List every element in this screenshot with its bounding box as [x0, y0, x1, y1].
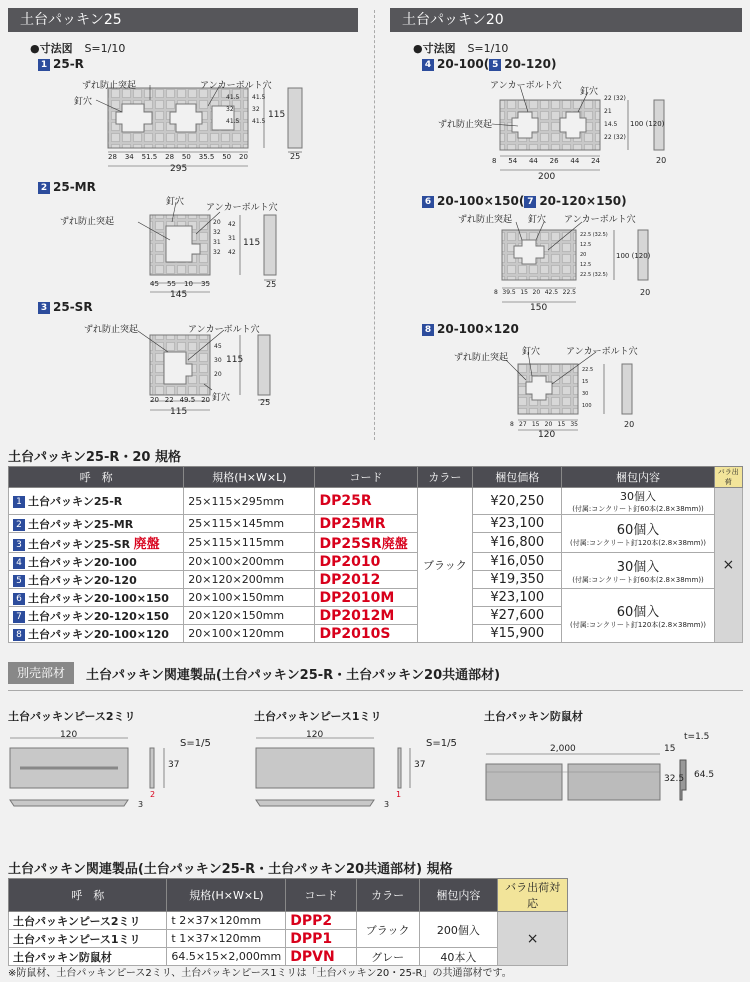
height-25mr: 115: [243, 238, 261, 248]
height-25sr: 115: [226, 355, 244, 365]
label-stopper: ずれ防止突起: [454, 353, 509, 363]
table-row: 土台パッキンピース2ミリ t 2×37×120mm DPP2 ブラック 200個入 ×: [9, 912, 568, 930]
label-anchor: アンカーボルト穴: [200, 81, 272, 91]
code-cell: DP25R: [315, 488, 417, 515]
side-dims-20-100x120: 22.5 15 30 100: [582, 367, 594, 409]
dim-label: 15: [664, 744, 676, 754]
discontinued-badge: 廃盤: [381, 537, 408, 552]
side-label: 3: [384, 800, 390, 809]
length-label: 120: [306, 730, 324, 740]
item-name: 土台パッキン防鼠材: [484, 710, 583, 723]
side-label: 3: [138, 800, 144, 809]
t-label: t=1.5: [684, 732, 710, 742]
dim-label: ●寸法図 S=1/10: [30, 42, 126, 55]
color-cell: ブラック: [417, 488, 473, 643]
label-stopper: ずれ防止突起: [82, 81, 137, 91]
thick-label: 2: [150, 790, 156, 799]
dims-20-100x150: 8 39.5 15 20 42.5 22.5: [494, 289, 576, 296]
col-header: 梱包価格: [473, 467, 562, 488]
item-title: 2 25-MR: [38, 180, 96, 194]
side-dims-20-100x150: 22.5 (32.5) 12.5 20 12.5 22.5 (32.5): [580, 232, 608, 278]
footnote: ※防鼠材、土台パッキンピース2ミリ、土台パッキンピース1ミリは「土台パッキン20・25-R」の共通部材です。: [8, 968, 512, 979]
label-nail: 釘穴: [74, 97, 93, 107]
col-header: バラ出荷対応: [498, 879, 568, 912]
dims-25sr: 20 22 49.5 20: [150, 396, 210, 404]
height-label: 37: [168, 760, 180, 770]
table-row: 8 土台パッキン20-100×120 20×100×120mm DP2010S ¥15,900: [9, 625, 743, 643]
pack-cell: 30個入 (付属:コンクリート釘60本(2.8×38mm)): [562, 553, 714, 589]
height-20-100: 100 (120): [630, 120, 665, 128]
scale-label: S=1/5: [426, 738, 457, 749]
related-table-title: 土台パッキン関連製品(土台パッキン25-R・土台パッキン20共通部材) 規格: [8, 862, 453, 877]
item-title: 3 25-SR: [38, 300, 93, 314]
label-stopper: ずれ防止突起: [60, 217, 115, 227]
side-dims-20-100: 22 (32) 21 14.5 22 (32): [604, 95, 626, 141]
related-title: 土台パッキン関連製品(土台パッキン25-R・土台パッキン20共通部材): [86, 668, 501, 683]
dims-25r: 28 34 51.5 28 50 35.5 50 20: [108, 153, 248, 161]
bara-cell: ×: [714, 488, 742, 643]
col-header: コード: [315, 467, 417, 488]
name-cell: 1 土台パッキン25-R: [9, 488, 184, 515]
col-header: 梱包内容: [562, 467, 714, 488]
side-dims-25mr: 42 31 42: [228, 221, 236, 256]
col-header: 呼 称: [9, 467, 184, 488]
item-name: 土台パッキンピース2ミリ: [8, 710, 136, 723]
thickness-25r: 25: [290, 152, 301, 161]
col-header: バラ出荷: [714, 467, 742, 488]
pack-cell: 60個入 (付属:コンクリート釘120本(2.8×38mm)): [562, 589, 714, 643]
table-row: 3 土台パッキン25-SR 廃盤 25×115×115mm DP25SR廃盤 ¥16,800: [9, 533, 743, 553]
dim-label: ●寸法図 S=1/10: [413, 42, 509, 55]
col-header: カラー: [417, 467, 473, 488]
col-header: 規格(H×W×L): [167, 879, 286, 912]
height-label: 37: [414, 760, 426, 770]
side-dims-25sr: 45 30 20: [214, 343, 222, 378]
col-header: 呼 称: [9, 879, 167, 912]
pack-cell: 60個入 (付属:コンクリート釘120本(2.8×38mm)): [562, 515, 714, 553]
bara-cell: ×: [498, 912, 568, 966]
label-anchor: アンカーボルト穴: [564, 215, 636, 225]
thickness-20-100x120: 20: [624, 420, 635, 429]
discontinued-badge: 廃盤: [133, 537, 160, 552]
section-title: 土台パッキン20: [402, 12, 504, 28]
width-20-100x120: 120: [538, 430, 556, 440]
thickness-25mr: 25: [266, 280, 277, 289]
item-name: 土台パッキンピース1ミリ: [254, 710, 382, 723]
piece-1mm-diagram: [256, 738, 410, 806]
table-row: 4 土台パッキン20-100 20×100×200mm DP2010 ¥16,050 30個入 (付属:コンクリート釘60本(2.8×38mm)): [9, 553, 743, 571]
table-row: 5 土台パッキン20-120 20×120×200mm DP2012 ¥19,350: [9, 571, 743, 589]
table-row: 2 土台パッキン25-MR 25×115×145mm DP25MR ¥23,100 60個入 (付属:コンクリート釘120本(2.8×38mm)): [9, 515, 743, 533]
thickness-20-100x150: 20: [640, 288, 651, 297]
spec-table: [8, 466, 743, 643]
dim-label: 32.5: [664, 774, 685, 784]
height-25r: 115: [268, 110, 286, 120]
item-title: 8 20-100×120: [422, 322, 519, 336]
length-label: 120: [60, 730, 78, 740]
related-drawings-svg: [0, 720, 750, 810]
price-cell: ¥20,250: [473, 488, 562, 515]
related-tab: 別売部材: [8, 662, 74, 684]
col-header: コード: [286, 879, 356, 912]
table-row: 土台パッキン防鼠材 64.5×15×2,000mm DPVN グレー 40本入: [9, 948, 568, 966]
length-label: 2,000: [550, 744, 576, 754]
side-dims2-25mr: 20 32 31 32: [213, 219, 221, 256]
scale-label: S=1/10: [467, 42, 509, 55]
width-25r: 295: [170, 164, 188, 174]
spec-table-title: 土台パッキン25-R・20 規格: [8, 450, 181, 465]
col-header: カラー: [356, 879, 419, 912]
related-table: [8, 878, 568, 966]
table-row: 7 土台パッキン20-120×150 20×120×150mm DP2012M ¥27,600: [9, 607, 743, 625]
size-cell: 25×115×295mm: [184, 488, 315, 515]
label-stopper: ずれ防止突起: [438, 120, 493, 130]
dims-20-100x120: 8 27 15 20 15 35: [510, 421, 578, 428]
piece-2mm-diagram: [10, 738, 164, 806]
dims-20-100: 8 54 44 26 44 24: [492, 157, 600, 165]
width-20-100x150: 150: [530, 303, 548, 313]
width-25mr: 145: [170, 290, 188, 300]
item-title: 4 20-100( 5 20-120): [422, 57, 556, 71]
table-row: 6 土台パッキン20-100×150 20×100×150mm DP2010M ¥23,100 60個入 (付属:コンクリート釘120本(2.8×38mm)): [9, 589, 743, 607]
rodent-guard-diagram: [486, 754, 686, 800]
label-anchor: アンカーボルト穴: [206, 203, 278, 213]
diagram-20-100x120: [506, 352, 635, 430]
thick-label: 1: [396, 790, 402, 799]
dims-25mr: 45 55 10 35: [150, 280, 210, 288]
scale-label: S=1/10: [84, 42, 126, 55]
label-nail: 釘穴: [212, 393, 231, 403]
width-20-100: 200: [538, 172, 556, 182]
label-nail: 釘穴: [580, 87, 599, 97]
pack-cell: 30個入 (付属:コンクリート釘60本(2.8×38mm)): [562, 488, 714, 515]
label-nail: 釘穴: [166, 197, 185, 207]
label-anchor: アンカーボルト穴: [188, 325, 260, 335]
label-nail: 釘穴: [522, 347, 541, 357]
dim-label: 64.5: [694, 770, 715, 780]
height-20-100x150: 100 (120): [616, 252, 651, 260]
item-title: 1 25-R: [38, 57, 84, 71]
table-header-row: [9, 467, 743, 488]
pack-cell: 200個入: [419, 912, 498, 948]
table-row: [9, 488, 743, 515]
table-header-row: [9, 879, 568, 912]
scale-label: S=1/5: [180, 738, 211, 749]
side-dims2-25r: 41.5 32 41.5: [226, 94, 240, 125]
label-nail: 釘穴: [528, 215, 547, 225]
table-row: 土台パッキンピース1ミリ t 1×37×120mm DPP1: [9, 930, 568, 948]
section-title: 土台パッキン25: [20, 12, 122, 28]
thickness-20-100: 20: [656, 156, 667, 165]
color-cell: ブラック: [356, 912, 419, 948]
label-anchor: アンカーボルト穴: [566, 347, 638, 357]
width-25sr: 115: [170, 407, 188, 417]
col-header: 規格(H×W×L): [184, 467, 315, 488]
label-anchor: アンカーボルト穴: [490, 81, 562, 91]
item-title: 6 20-100×150( 7 20-120×150): [422, 194, 627, 208]
col-header: 梱包内容: [419, 879, 498, 912]
thickness-25sr: 25: [260, 398, 271, 407]
label-stopper: ずれ防止突起: [84, 325, 139, 335]
label-stopper: ずれ防止突起: [458, 215, 513, 225]
related-rule: [8, 690, 743, 691]
side-dims-25r: 41.5 32 41.5: [252, 94, 266, 125]
